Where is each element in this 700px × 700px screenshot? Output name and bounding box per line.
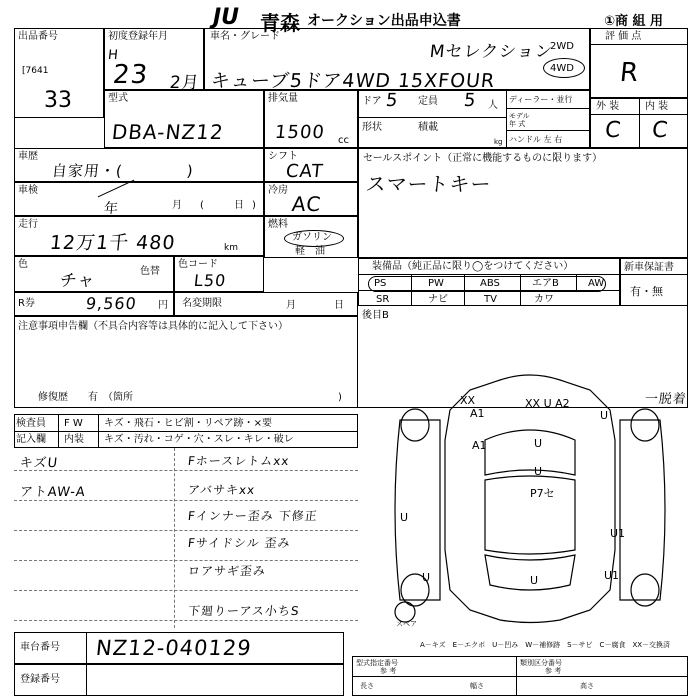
equip-pw: PW [428,278,444,289]
inspection-paren-l: ( [200,200,204,211]
model-year-label: モデル [509,112,530,120]
equip-label: 装備品（純正品に限り◯をつけてください） [372,261,574,272]
inspection-day: 日 [234,200,244,211]
color-label: 色 [18,259,28,270]
diagram-mark-u1-right: U1 [610,527,626,540]
registration-box [14,664,344,696]
era: H [107,48,120,63]
ac-value: AC [290,192,323,216]
repair-label: 修復歴 有 （箇所 [38,392,133,403]
car-name-handwritten: キューブ5ドア4WD 15XFOUR [209,70,497,92]
ext-label: 外 装 [596,101,620,112]
mileage-unit: km [224,243,238,253]
chassis-label: 車台番号 [20,642,60,653]
header-prefix: 青森 [260,11,300,35]
length-label: 長さ [360,682,374,690]
doors-value: 5 [384,90,400,111]
lot-number: 33 [44,88,72,113]
sales-box [358,148,688,258]
note-right-2: アバサキxx [187,483,256,497]
auction-logo: JU [213,5,240,30]
note-right-1: Fホースレトムxx [187,454,291,468]
lot-number-label: 出品番号 [18,31,58,42]
note-right-4: Fサイドシル 歪み [187,536,292,550]
equip-abs: ABS [480,278,500,289]
history-label: 車歴 [18,151,38,162]
equip-sr: SR [376,294,390,305]
period-day: 日 [334,300,344,311]
shape-label: 形状 [362,122,382,133]
diagram-mark-u1-bottom: U1 [604,569,620,582]
inspection-box [14,182,264,216]
lot-code: [7641 [22,66,49,76]
mileage-value: 12万1千 480 [48,232,177,254]
diagram-side-note: 一脱着 [644,392,688,407]
warranty-value: 有・無 [630,285,663,298]
ext-grade: C [603,118,623,143]
drive-2wd: 2WD [550,41,574,52]
load-label: 積載 [418,122,438,133]
period-month: 月 [286,300,296,311]
record-label: 記入欄 [16,434,46,445]
int-label: 内 装 [645,101,669,112]
equip-tv: TV [484,294,497,305]
classification-label: 類別区分番号 [520,659,562,667]
recycle-value: 9,560 [85,294,138,313]
fuel-diesel: 軽 油 [295,246,325,257]
cc-unit: cc [338,135,349,146]
note-left-1: キズU [19,456,59,471]
name-grade-label: 車名・グレード [210,31,280,42]
diagram-mark-u-6: U [422,571,431,584]
spare-label: スペア [396,620,417,628]
grade-handwritten: Mセレクション [428,42,554,62]
color-value: チャ [58,271,97,291]
note-right-5: ロアサギ歪み [187,564,267,578]
reg-year-label: 初度登録年月 [108,31,168,42]
mileage-label: 走行 [18,219,38,230]
diagram-mark-u-1: U [600,409,609,422]
inspection-label: 車検 [18,185,38,196]
doors-label: ドア [362,96,382,107]
dealer-label: ディーラー・並行 [509,95,573,104]
history-value: 自家用・( ) [51,162,195,180]
reg-month: 2月 [168,73,201,93]
seats-label: 後目B [362,310,389,321]
width-label: 幅さ [470,682,484,690]
note-right-6: 下廻りーアス小ちS [187,604,301,618]
fuel-gas: ガソリン [292,232,332,243]
diagram-mark-a1-left: A1 [472,439,487,452]
copy-label: ①商 組 用 [604,14,664,29]
diagram-mark-xx-right: XX U A2 [525,397,570,410]
handle-label: ハンドル 左 右 [509,135,563,144]
fw-items: キズ・飛石・ヒビ割・リペア跡・×要 [104,418,272,429]
diagram-mark-a1-top: A1 [470,407,485,420]
new-warranty-label: 新車保証書 [624,262,674,273]
sales-label: セールスポイント（正常に機能するものに限ります） [363,153,603,164]
notes-label: 注意事項申告欄（不具合内容等は具体的に記入して下さい） [18,321,288,332]
drive-4wd: 4WD [550,63,574,74]
equip-airbag: エアB [532,278,559,289]
capacity-label: 定員 [418,96,438,107]
interior-label: 内装 [64,434,84,445]
diagram-mark-u-2: U [534,465,543,478]
rating-value: R [618,58,641,88]
rating-label: 評 価 点 [605,31,642,42]
height-label: 高さ [580,682,594,690]
model-value: DBA-NZ12 [110,120,225,144]
model-label: 型式 [108,93,128,104]
form-title: オークション出品申込書 [307,13,461,29]
capacity-value: 5 [462,90,478,111]
displacement-value: 1500 [273,122,326,143]
capacity-unit: 人 [488,100,498,111]
model-year-unit: 年 式 [509,120,526,128]
period-label: 名変期限 [182,298,222,309]
repair-close: ) [338,392,342,403]
inspector-label: 検査員 [16,418,46,429]
note-right-3: Fインナー歪み 下修正 [187,509,319,523]
car-diagram [360,350,690,640]
color-code-value: L50 [193,271,228,290]
designation-ref: 参 考 [380,667,397,675]
diagram-mark-xx-left: XX [460,394,476,407]
equip-navi: ナビ [428,294,448,305]
diagram-mark-u-4: U [400,511,409,524]
classification-ref: 参 考 [545,667,562,675]
equip-circles [368,276,606,292]
shift-label: シフト [268,151,298,162]
kg-unit: kg [494,138,503,146]
recycle-label: R券 [18,298,35,309]
equip-ps: PS [374,278,387,289]
registration-label: 登録番号 [20,674,60,685]
color-change-label: 色替 [140,266,160,277]
damage-legend: A－キズ E－エクボ U－凹み W－補修跡 S－サビ C－腐食 XX－交換済 [420,641,671,649]
color-code-label: 色コード [178,259,218,270]
recycle-yen: 円 [158,300,168,311]
shift-value: CAT [284,161,325,182]
int-items: キズ・汚れ・コゲ・穴・スレ・キレ・破レ [104,434,294,445]
displacement-label: 排気量 [268,93,298,104]
reg-year: 23 [111,60,150,90]
inspection-month: 月 [172,200,182,211]
inspection-year: 年 [103,201,120,217]
note-left-2: アトAW-A [19,485,87,500]
inspection-paren-r: ) [252,200,256,211]
int-grade: C [650,118,670,143]
ac-label: 冷房 [268,185,288,196]
sales-value: スマートキー [364,172,493,196]
chassis-value: NZ12-040129 [94,636,253,660]
diagram-mark-u-3: U [534,437,543,450]
model-designation-label: 型式指定番号 [356,659,398,667]
diagram-mark-p7: P7セ [530,487,555,500]
fw-label: F W [64,418,83,429]
equip-aw: AW [588,278,605,289]
diagram-mark-u-5: U [530,574,539,587]
fuel-label: 燃料 [268,219,288,230]
equip-leather: カワ [534,294,554,305]
